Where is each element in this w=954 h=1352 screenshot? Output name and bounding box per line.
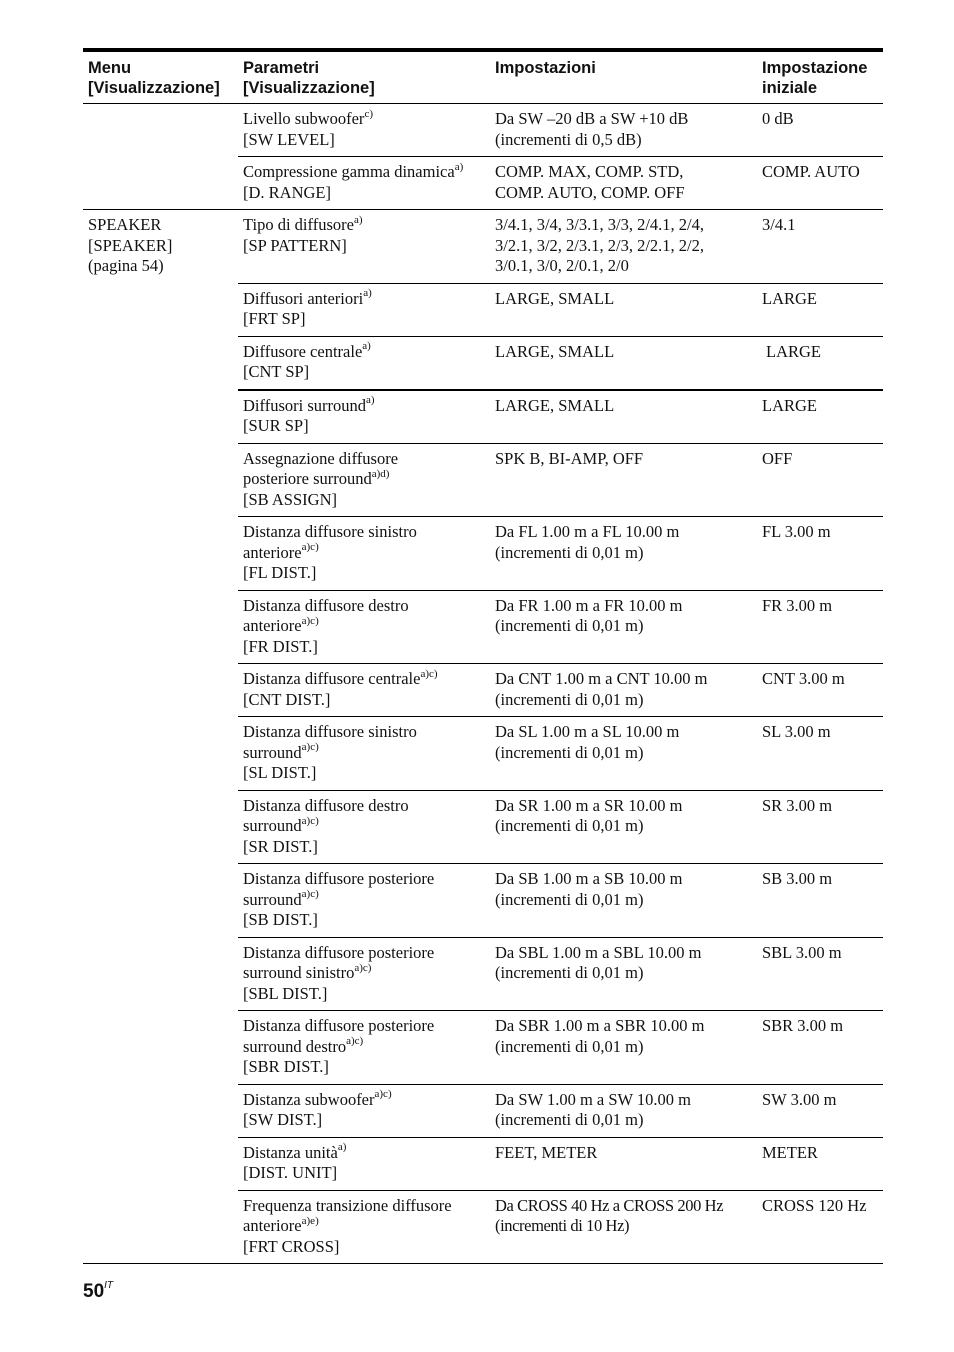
parameter-cell: Distanza diffusore posteriore surround$^{a)c)}$ [SB DIST.] xyxy=(238,864,490,938)
menu-cell xyxy=(83,937,238,1011)
initial-cell: SL 3.00 m xyxy=(757,717,883,791)
settings-cell: FEET, METER xyxy=(490,1137,757,1190)
menu-cell xyxy=(83,1084,238,1137)
menu-cell xyxy=(83,790,238,864)
parameter-cell: Distanza diffusore posteriore surround sinistro$^{a)c)}$ [SBL DIST.] xyxy=(238,937,490,1011)
settings-cell: SPK B, BI-AMP, OFF xyxy=(490,443,757,517)
table-header-row xyxy=(83,50,883,104)
settings-table xyxy=(83,48,883,1264)
initial-cell: CNT 3.00 m xyxy=(757,664,883,717)
settings-cell: Da SBR 1.00 m a SBR 10.00 m (incrementi di 0,01 m) xyxy=(490,1011,757,1085)
parameter-cell: Diffusori surround$^{a)}$ [SUR SP] xyxy=(238,390,490,444)
parameter-cell: Distanza diffusore sinistro surround$^{a)c)}$ [SL DIST.] xyxy=(238,717,490,791)
parameter-cell: Tipo di diffusore$^{a)}$ [SP PATTERN] xyxy=(238,210,490,284)
table-row xyxy=(83,790,883,864)
page-number: $50^{IT}$ xyxy=(83,1279,114,1302)
initial-cell: 0 dB xyxy=(757,104,883,157)
table-row xyxy=(83,157,883,210)
table-row xyxy=(83,1084,883,1137)
table-row xyxy=(83,937,883,1011)
parameter-cell: Assegnazione diffusore posteriore surround$^{a)d)}$ [SB ASSIGN] xyxy=(238,443,490,517)
initial-cell: LARGE xyxy=(757,336,883,390)
table-row xyxy=(83,443,883,517)
table-row xyxy=(83,1011,883,1085)
settings-cell: LARGE, SMALL xyxy=(490,336,757,390)
settings-cell: Da SBL 1.00 m a SBL 10.00 m (incrementi di 0,01 m) xyxy=(490,937,757,1011)
initial-cell: FL 3.00 m xyxy=(757,517,883,591)
menu-cell xyxy=(83,443,238,517)
settings-cell: Da SW 1.00 m a SW 10.00 m (incrementi di 0,01 m) xyxy=(490,1084,757,1137)
initial-cell: OFF xyxy=(757,443,883,517)
menu-cell xyxy=(83,664,238,717)
parameter-cell: Compressione gamma dinamica$^{a)}$ [D. RANGE] xyxy=(238,157,490,210)
menu-cell xyxy=(83,157,238,210)
table-row xyxy=(83,390,883,444)
table-row xyxy=(83,717,883,791)
initial-cell: LARGE xyxy=(757,283,883,336)
menu-cell-speaker: SPEAKER [SPEAKER] (pagina 54) xyxy=(88,215,173,275)
settings-cell: Da FL 1.00 m a FL 10.00 m (incrementi di 0,01 m) xyxy=(490,517,757,591)
parameter-cell: Distanza diffusore centrale$^{a)c)}$ [CNT DIST.] xyxy=(238,664,490,717)
table-row xyxy=(83,104,883,157)
menu-cell xyxy=(83,283,238,336)
parameter-cell: Distanza subwoofer$^{a)c)}$ [SW DIST.] xyxy=(238,1084,490,1137)
settings-cell: Da FR 1.00 m a FR 10.00 m (incrementi di 0,01 m) xyxy=(490,590,757,664)
table-row xyxy=(83,1190,883,1264)
initial-cell: FR 3.00 m xyxy=(757,590,883,664)
table-row xyxy=(83,864,883,938)
menu-cell xyxy=(83,390,238,444)
table-row xyxy=(83,283,883,336)
initial-cell: LARGE xyxy=(757,390,883,444)
table-row xyxy=(83,664,883,717)
header-parameters: Parametri [Visualizzazione] xyxy=(238,50,490,104)
settings-cell: Da CROSS 40 Hz a CROSS 200 Hz (incrementi di 10 Hz) xyxy=(490,1190,757,1264)
menu-cell xyxy=(83,104,238,157)
menu-cell xyxy=(83,1190,238,1264)
menu-cell xyxy=(83,717,238,791)
table-row xyxy=(83,590,883,664)
header-menu: Menu [Visualizzazione] xyxy=(83,50,238,104)
settings-cell: Da SR 1.00 m a SR 10.00 m (incrementi di 0,01 m) xyxy=(490,790,757,864)
initial-cell: SBR 3.00 m xyxy=(757,1011,883,1085)
settings-cell: Da CNT 1.00 m a CNT 10.00 m (incrementi di 0,01 m) xyxy=(490,664,757,717)
parameter-cell: Diffusori anteriori$^{a)}$ [FRT SP] xyxy=(238,283,490,336)
settings-cell: LARGE, SMALL xyxy=(490,390,757,444)
parameter-cell: Distanza diffusore posteriore surround destro$^{a)c)}$ [SBR DIST.] xyxy=(238,1011,490,1085)
initial-cell: SBL 3.00 m xyxy=(757,937,883,1011)
parameter-cell: Livello subwoofer$^{c)}$ [SW LEVEL] xyxy=(238,104,490,157)
menu-cell xyxy=(83,864,238,938)
menu-cell xyxy=(83,590,238,664)
initial-cell: METER xyxy=(757,1137,883,1190)
parameter-cell: Diffusore centrale$^{a)}$ [CNT SP] xyxy=(238,336,490,390)
menu-cell xyxy=(83,517,238,591)
table-row xyxy=(83,1137,883,1190)
settings-cell: Da SW –20 dB a SW +10 dB (incrementi di 0,5 dB) xyxy=(490,104,757,157)
header-settings: Impostazioni xyxy=(490,50,757,104)
table-row xyxy=(83,336,883,390)
parameter-cell: Distanza diffusore destro surround$^{a)c)}$ [SR DIST.] xyxy=(238,790,490,864)
parameter-cell: Distanza unità$^{a)}$ [DIST. UNIT] xyxy=(238,1137,490,1190)
initial-cell: COMP. AUTO xyxy=(757,157,883,210)
table-row xyxy=(83,210,883,284)
initial-cell: SB 3.00 m xyxy=(757,864,883,938)
settings-cell: 3/4.1, 3/4, 3/3.1, 3/3, 2/4.1, 2/4, 3/2.1, 3/2, 2/3.1, 2/3, 2/2.1, 2/2, 3/0.1, 3/0, 2/0.1, 2/0 xyxy=(490,210,757,284)
settings-cell: Da SB 1.00 m a SB 10.00 m (incrementi di 0,01 m) xyxy=(490,864,757,938)
parameter-cell: Distanza diffusore destro anteriore$^{a)c)}$ [FR DIST.] xyxy=(238,590,490,664)
initial-cell: SR 3.00 m xyxy=(757,790,883,864)
initial-cell: 3/4.1 xyxy=(757,210,883,284)
parameter-cell: Frequenza transizione diffusore anteriore$^{a)e)}$ [FRT CROSS] xyxy=(238,1190,490,1264)
initial-cell: CROSS 120 Hz xyxy=(757,1190,883,1264)
header-initial-setting: Impostazione iniziale xyxy=(757,50,883,104)
settings-cell: COMP. MAX, COMP. STD, COMP. AUTO, COMP. OFF xyxy=(490,157,757,210)
menu-cell xyxy=(83,336,238,390)
settings-cell: LARGE, SMALL xyxy=(490,283,757,336)
table-row xyxy=(83,517,883,591)
settings-table-page xyxy=(83,48,883,1264)
menu-cell xyxy=(83,1137,238,1190)
menu-cell xyxy=(83,1011,238,1085)
parameter-cell: Distanza diffusore sinistro anteriore$^{a)c)}$ [FL DIST.] xyxy=(238,517,490,591)
settings-cell: Da SL 1.00 m a SL 10.00 m (incrementi di 0,01 m) xyxy=(490,717,757,791)
initial-cell: SW 3.00 m xyxy=(757,1084,883,1137)
